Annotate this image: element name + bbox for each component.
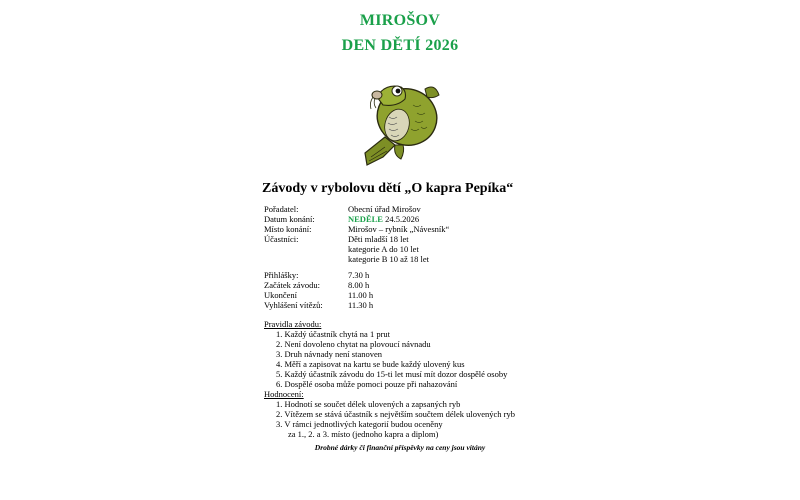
info-value: Obecní úřad Mirošov <box>348 204 421 214</box>
day-highlight: NEDĚLE <box>348 214 383 224</box>
schedule-value: 11.30 h <box>348 300 374 310</box>
scoring-item: 2. Vítězem se stává účastník s největším součtem délek ulovených ryb <box>276 409 515 419</box>
scoring-item: 1. Hodnotí se součet délek ulovených a zapsaných ryb <box>276 399 461 409</box>
town-title: MIROŠOV <box>359 12 441 29</box>
event-title: Závody v rybolovu dětí „O kapra Pepíka“ <box>262 181 514 196</box>
rule-item: 5. Každý účastník závodu do 15-ti let musí mít dozor dospělé osoby <box>276 369 508 379</box>
schedule-label: Vyhlášení vítězů: <box>264 300 323 310</box>
rule-item: 2. Není dovoleno chytat na plovoucí návnadu <box>276 339 431 349</box>
scoring-heading: Hodnocení: <box>264 389 304 399</box>
schedule-label: Ukončení <box>264 290 298 300</box>
rule-item: 3. Druh návnady není stanoven <box>276 349 382 359</box>
info-value: Mirošov – rybník „Návesník“ <box>348 224 450 234</box>
info-label: Místo konání: <box>264 224 312 234</box>
info-label: Pořadatel: <box>264 204 299 214</box>
info-label: Účastníci: <box>264 234 299 244</box>
date-value: 24.5.2026 <box>385 214 420 224</box>
info-value <box>348 214 419 224</box>
info-value: kategorie B 10 až 18 let <box>348 254 429 264</box>
event-date-title: DEN DĚTÍ 2026 <box>341 37 459 54</box>
info-label: Datum konání: <box>264 214 315 224</box>
scoring-item: za 1., 2. a 3. místo (jednoho kapra a diplom) <box>288 429 439 439</box>
schedule-value: 7.30 h <box>348 270 370 280</box>
scoring-item: 3. V rámci jednotlivých kategorií budou oceněny <box>276 419 443 429</box>
schedule-value: 11.00 h <box>348 290 374 300</box>
info-value: kategorie A do 10 let <box>348 244 419 254</box>
rule-item: 1. Každý účastník chytá na 1 prut <box>276 329 391 339</box>
footer-note: Drobné dárky či finanční příspěvky na ceny jsou vítány <box>314 443 486 452</box>
rule-item: 6. Dospělé osoba může pomoci pouze při nahazování <box>276 379 458 389</box>
schedule-label: Přihlášky: <box>264 270 299 280</box>
schedule-value: 8.00 h <box>348 280 370 290</box>
schedule-label: Začátek závodu: <box>264 280 320 290</box>
rule-item: 4. Měří a zapisovat na kartu se bude každý ulovený kus <box>276 359 465 369</box>
carp-fish-icon <box>355 75 445 167</box>
info-value: Děti mladší 18 let <box>348 234 409 244</box>
rules-heading: Pravidla závodu: <box>264 319 322 329</box>
